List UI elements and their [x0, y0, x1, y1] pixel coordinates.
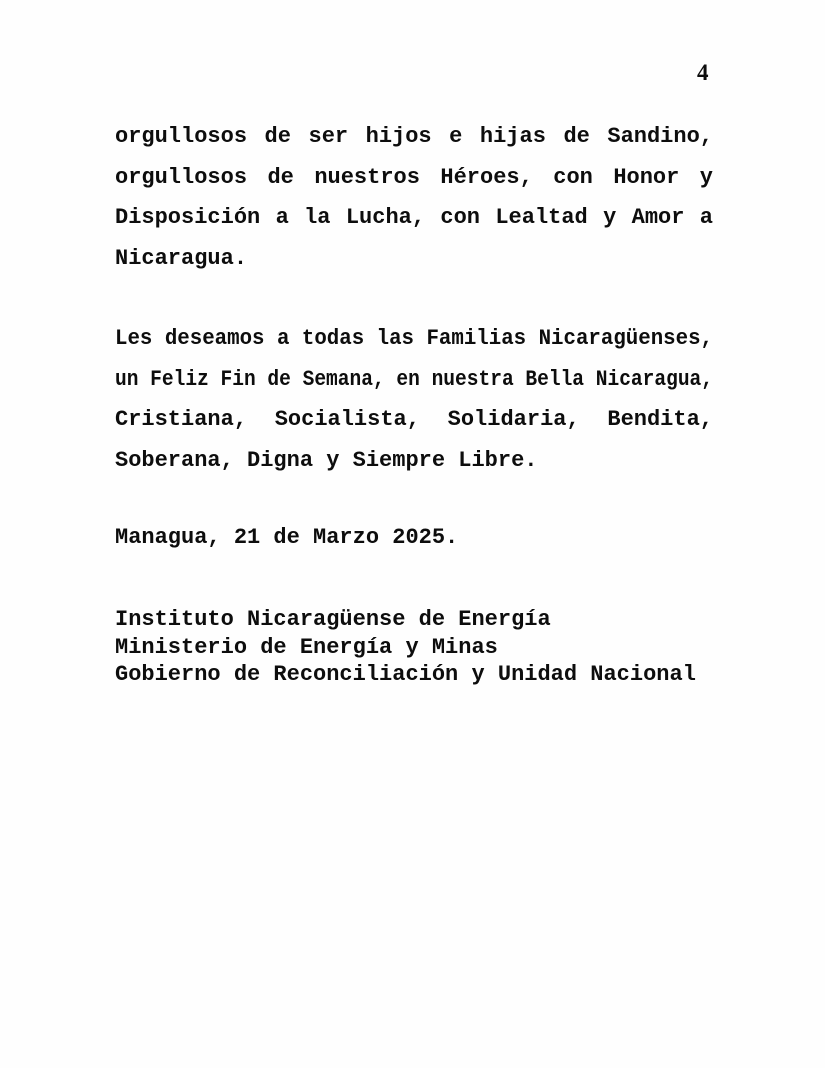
signature-line: Instituto Nicaragüense de Energía: [115, 607, 551, 632]
document-line: Cristiana, Socialista, Solidaria, Bendita,: [115, 407, 713, 432]
document-line: Soberana, Digna y Siempre Libre.: [115, 447, 538, 473]
document-line: Nicaragua.: [115, 245, 248, 271]
signature-line: Ministerio de Energía y Minas: [115, 634, 498, 660]
date-line: Managua, 21 de Marzo 2025.: [115, 525, 459, 550]
date-block: [115, 524, 713, 551]
document-line: orgullosos de nuestros Héroes, con Honor y: [115, 164, 713, 190]
page-number: 4: [697, 60, 709, 85]
document-line: Disposición a la Lucha, con Lealtad y Amor a: [115, 205, 713, 230]
signature-line: Gobierno de Reconciliación y Unidad Nacional: [115, 662, 696, 687]
document-line: Les deseamos a todas las Familias Nicaragüenses,: [115, 326, 713, 351]
paragraph: [115, 319, 713, 481]
signature-block: [115, 606, 713, 689]
document-line: un Feliz Fin de Semana, en nuestra Bella Nicaragua,: [115, 366, 713, 392]
paragraph: [115, 117, 713, 279]
document-line: orgullosos de ser hijos e hijas de Sandino,: [115, 124, 713, 149]
